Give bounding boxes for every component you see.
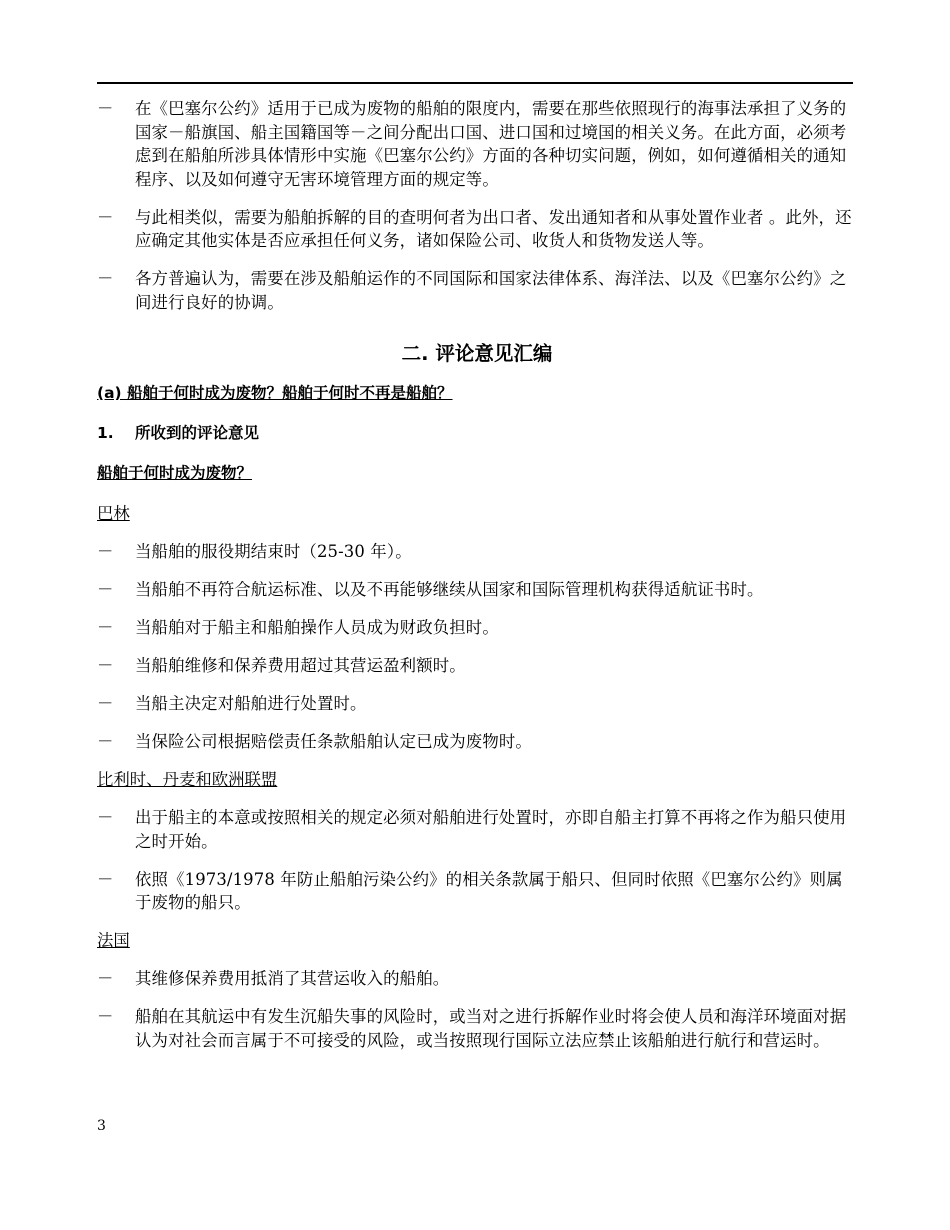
- heading-text: 所收到的评论意见: [135, 424, 260, 442]
- numbered-heading: [97, 422, 857, 444]
- dash-bullet: －: [97, 808, 114, 827]
- dash-bullet: －: [97, 1007, 114, 1026]
- document-body: [97, 97, 857, 1067]
- intro-item-text: 与此相类似，需要为船舶拆解的目的查明何者为出口者、发出通知者和从事处置作业者 。此外，还应确定其他实体是否应承担任何义务，诸如保险公司、收货人和货物发送人等。: [135, 207, 852, 250]
- comment-item: [97, 616, 857, 640]
- intro-item-text: 在《巴塞尔公约》适用于已成为废物的船舶的限度内，需要在那些依照现行的海事法承担了义务的国家－船旗国、船主国籍国等－之间分配出口国、进口国和过境国的相关义务。在此方面，必须考虑到在船舶所涉具体情形中实施《巴塞尔公约》方面的各种切实问题，例如，如何遵循相关的通知程序、以及如何遵守无害环境管理方面的规定等。: [135, 99, 847, 189]
- comment-text: 船舶在其航运中有发生沉船失事的风险时，或当对之进行拆解作业时将会使人员和海洋环境面对据认为对社会而言属于不可接受的风险，或当按照现行国际立法应禁止该船舶进行航行和营运时。: [135, 1007, 847, 1050]
- dash-bullet: －: [97, 580, 114, 599]
- comment-text: 其维修保养费用抵消了其营运收入的船舶。: [135, 969, 450, 988]
- dash-bullet: －: [97, 656, 114, 675]
- section-title: 二. 评论意见汇编: [401, 342, 553, 365]
- comment-text: 当船主决定对船舶进行处置时。: [135, 694, 367, 713]
- comment-item: [97, 578, 857, 602]
- comment-text: 当船舶不再符合航运标准、以及不再能够继续从国家和国际管理机构获得适航证书时。: [135, 580, 764, 599]
- intro-item: [97, 97, 857, 191]
- dash-bullet: －: [97, 99, 114, 118]
- intro-item-text: 各方普遍认为，需要在涉及船舶运作的不同国际和国家法律体系、海洋法、以及《巴塞尔公约》之间进行良好的协调。: [135, 269, 847, 312]
- header-rule: [97, 82, 853, 84]
- dash-bullet: －: [97, 869, 114, 889]
- question-heading: [97, 462, 857, 484]
- subsection-heading: [97, 382, 857, 404]
- comment-text: 出于船主的本意或按照相关的规定必须对船舶进行处置时，亦即自船主打算不再将之作为船只使用之时开始。: [135, 808, 847, 851]
- comment-item: [97, 967, 857, 991]
- comment-item: [97, 540, 857, 564]
- comment-item: [97, 654, 857, 678]
- subsection-heading-text: (a) 船舶于何时成为废物？船舶于何时不再是船舶？: [97, 384, 453, 402]
- intro-item: [97, 206, 857, 253]
- comment-item: [97, 868, 857, 915]
- comment-text: 依照《1973/1978 年防止船舶污染公约》的相关条款属于船只、但同时依照《巴塞尔公约》则属于废物的船只。: [135, 869, 843, 912]
- dash-bullet: －: [97, 269, 114, 288]
- comment-text: 当船舶的服役期结束时（25-30 年）。: [135, 542, 412, 561]
- comment-item: [97, 692, 857, 716]
- dash-bullet: －: [97, 969, 114, 988]
- country-heading: 法国: [97, 931, 130, 950]
- dash-bullet: －: [97, 694, 114, 713]
- dash-bullet: －: [97, 618, 114, 637]
- dash-bullet: －: [97, 542, 114, 561]
- comment-text: 当船舶维修和保养费用超过其营运盈利额时。: [135, 656, 466, 675]
- comment-text: 当保险公司根据赔偿责任条款船舶认定已成为废物时。: [135, 732, 532, 751]
- comment-item: [97, 730, 857, 754]
- question-heading-text: 船舶于何时成为废物？: [97, 464, 253, 482]
- dash-bullet: －: [97, 207, 114, 227]
- comment-text: 当船舶对于船主和船舶操作人员成为财政负担时。: [135, 618, 499, 637]
- heading-number: 1.: [97, 424, 114, 442]
- intro-item: [97, 267, 857, 314]
- country-heading: 比利时、丹麦和欧洲联盟: [97, 770, 278, 789]
- comment-item: [97, 806, 857, 853]
- country-heading: 巴林: [97, 504, 130, 523]
- page-number: 3: [97, 1118, 106, 1134]
- comment-item: [97, 1005, 857, 1052]
- dash-bullet: －: [97, 732, 114, 751]
